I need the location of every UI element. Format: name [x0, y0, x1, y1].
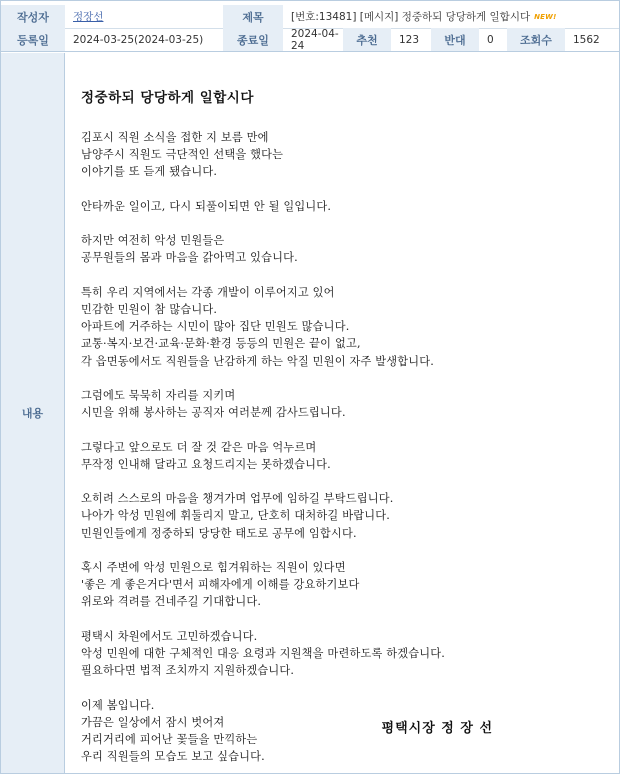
post-content: [73, 53, 613, 773]
paragraph: 오히려 스스로의 마음을 챙겨가며 업무에 임하길 부탁드립니다. 나아가 악성 민원에 휘둘리지 말고, 단호히 대처하길 바랍니다. 민원인들에게 정중하되 당당한 태도로 공무에 임합시다.: [81, 492, 394, 540]
content-label: 내용: [1, 53, 65, 773]
author-label: 작성자: [1, 5, 65, 28]
reg-date-label: 등록일: [1, 28, 65, 51]
recommend-count: 123: [399, 33, 420, 46]
paragraph: 하지만 여전히 악성 민원들은 공무원들의 몸과 마음을 갉아먹고 있습니다.: [81, 234, 298, 265]
post-title: 정중하되 당당하게 일합시다: [81, 90, 254, 106]
signature: 평택시장 정 장 선: [381, 721, 493, 736]
meta-row-bottom: [1, 28, 619, 52]
reg-date-value: 2024-03-25(2024-03-25): [73, 33, 204, 46]
end-date-value: 2024-04-24: [291, 27, 339, 52]
paragraph: 평택시 차원에서도 고민하겠습니다. 악성 민원에 대한 구체적인 대응 요령과 지원책을 마련하도록 하겠습니다. 필요하다면 법적 조치까지 지원하겠습니다.: [81, 629, 446, 678]
oppose-count: 0: [487, 33, 494, 46]
author-cell: [65, 5, 223, 28]
title-label: 제목: [223, 5, 283, 28]
meta-row-top: [1, 5, 619, 29]
new-badge: NEW!: [534, 12, 557, 21]
post-body: [81, 129, 611, 783]
paragraph: 그렇다고 앞으로도 더 잘 것 같은 마음 억누르며 무작정 인내해 달라고 요청드리지는 못하겠습니다.: [81, 440, 331, 471]
recommend-label: 추천: [343, 28, 391, 51]
paragraph: 안타까운 일이고, 다시 되풀이되면 안 될 일입니다.: [81, 199, 332, 213]
paragraph: 김포시 직원 소식을 접한 지 보름 만에 남양주시 직원도 극단적인 선택을 했다는 이야기를 또 듣게 됐습니다.: [81, 131, 284, 179]
author-link[interactable]: 정장선: [73, 11, 104, 23]
views-count: 1562: [573, 33, 600, 46]
post-subject: [번호:13481] [메시지] 정중하되 당당하게 일합시다: [291, 11, 531, 23]
paragraph: 특히 우리 지역에서는 각종 개발이 이루어지고 있어 민감한 민원이 참 많습니다. 아파트에 거주하는 시민이 많아 집단 민원도 많습니다. 교통·복지·보건·교육·문화·환경 등등의 민원은 끝이 없고, 각 읍면동에서도 직원들을 난감하게 하는 악질 민원이 자주 발생합니다.: [81, 285, 435, 368]
oppose-label: 반대: [431, 28, 479, 51]
paragraph: 그럼에도 묵묵히 자리를 지키며 시민을 위해 봉사하는 공직자 여러분께 감사드립니다.: [81, 388, 346, 420]
paragraph: 혹시 주변에 악성 민원으로 힘겨워하는 직원이 있다면 '좋은 게 좋은거다'면서 피해자에게 이해를 강요하기보다 위로와 격려를 건네주길 기대합니다.: [81, 560, 360, 609]
paragraph: 이제 봄입니다. 가끔은 일상에서 잠시 벗어져 거리거리에 피어난 꽃들을 만끽하는 우리 직원들의 모습도 보고 싶습니다.: [81, 698, 265, 764]
views-label: 조회수: [507, 28, 565, 51]
end-date-label: 종료일: [223, 28, 283, 51]
title-cell: [283, 5, 619, 28]
